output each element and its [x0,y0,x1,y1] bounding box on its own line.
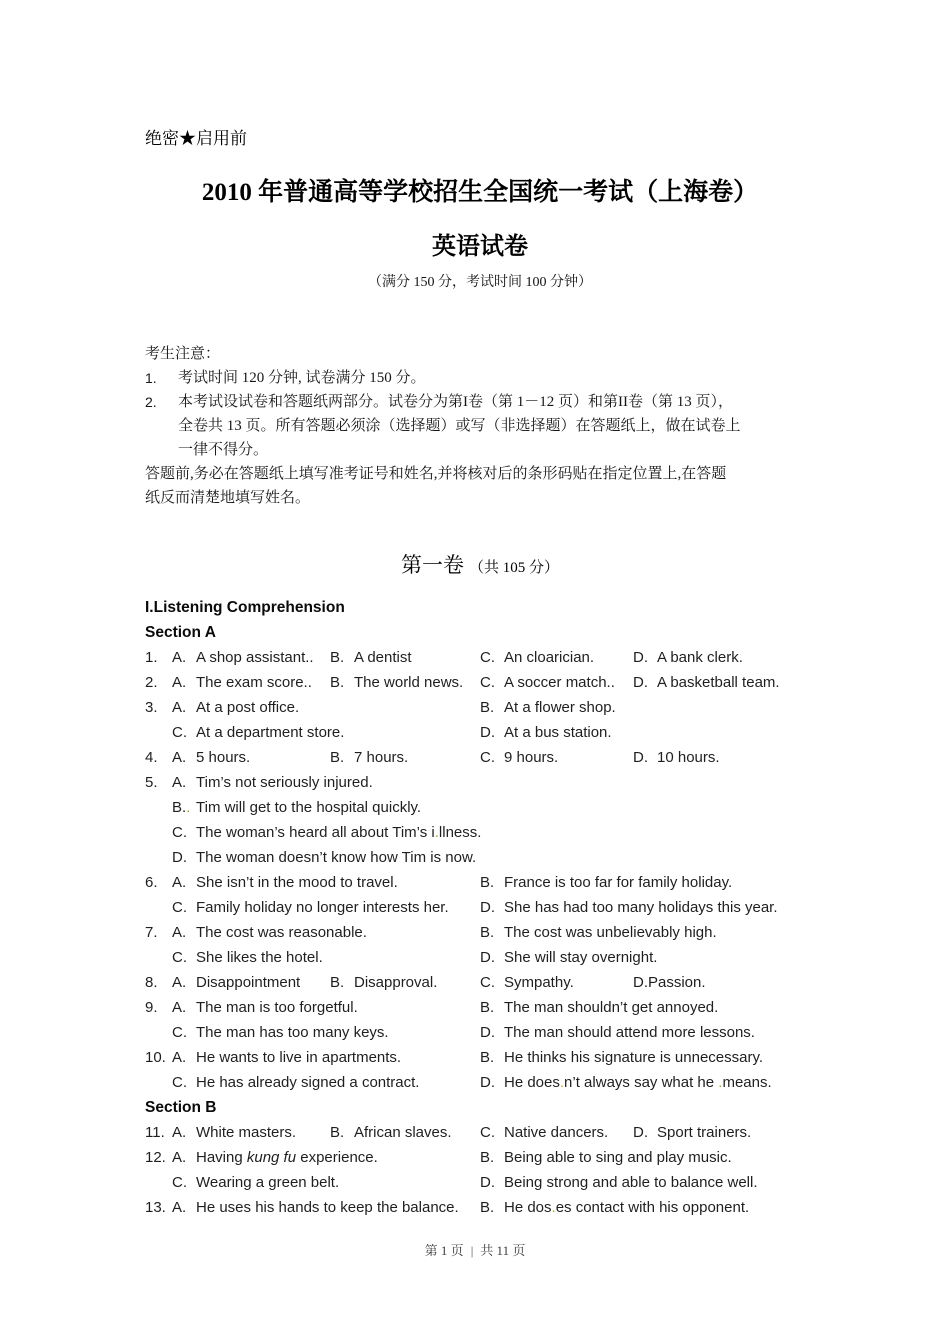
option-text: Native dancers. [504,1124,609,1141]
option-text: At a flower shop. [504,699,616,716]
option-label: D. [633,749,648,766]
question-row [145,695,815,720]
option-D [633,1120,815,1145]
question-number [145,1070,172,1095]
option-label: C. [480,1124,495,1141]
part-title-main: 第一卷 [400,553,464,577]
question-12 [145,1145,815,1195]
option-label: B. [480,1149,495,1166]
question-number [145,895,172,920]
option-text: 10 hours. [657,749,720,766]
option-text: The exam score.. [196,674,312,691]
question-number [145,720,172,745]
question-number [145,820,172,845]
option-A [172,1195,480,1220]
question-2 [145,670,815,695]
section-a-label: Section A [145,624,216,641]
option-text: Family holiday no longer interests her. [196,899,449,916]
question-number: 7. [145,924,158,941]
notice-paragraph-line: 纸反而清楚地填写姓名。 [145,490,311,506]
options-row [172,920,815,945]
question-row [145,1070,815,1095]
option-text [196,1149,378,1166]
options-row [172,995,815,1020]
option-label: A. [172,674,187,691]
option-text: 5 hours. [196,749,251,766]
options-row [172,970,815,995]
option-text: The man is too forgetful. [196,999,358,1016]
option-label: A. [172,924,187,941]
question-row [145,995,815,1020]
option-A [172,1145,480,1170]
option-label: B. [330,674,345,691]
option-C [172,1020,480,1045]
option-D [633,745,815,770]
options-row [172,720,815,745]
notice-item-text [178,390,815,462]
question-row [145,970,815,995]
option-text: At a department store. [196,724,345,741]
option-label: D. [480,949,495,966]
option-label: C. [480,674,495,691]
options-row [172,820,815,845]
option-B [330,1120,480,1145]
option-text: White masters. [196,1124,297,1141]
page-footer [0,1240,950,1259]
option-label: C. [480,649,495,666]
option-C [480,670,633,695]
option-text: The man shouldn’t get annoyed. [504,999,719,1016]
option-label: B. [330,749,345,766]
italic-text-segment: kung fu [246,1149,297,1166]
text-segment: He does [504,1074,560,1091]
option-D [633,645,815,670]
paper-title: 英语试卷 [432,234,528,260]
options-row [172,695,815,720]
question-number: 2. [145,674,158,691]
option-text: She has had too many holidays this year. [504,899,778,916]
option-A [172,995,480,1020]
option-label: A. [172,1199,187,1216]
text-segment: experience. [296,1149,378,1166]
exam-meta: （满分 150 分，考试时间 100 分钟） [368,275,592,290]
question-row [145,670,815,695]
question-row [145,1145,815,1170]
question-number: 3. [145,699,158,716]
exam-title: 2010 年普通高等学校招生全国统一考试（上海卷） [201,179,759,206]
footer-separator: | [470,1243,474,1258]
option-text: He has already signed a contract. [196,1074,420,1091]
option-B [480,995,815,1020]
option-label: D. [172,849,187,866]
notice-line: 一律不得分。 [178,442,269,458]
option-label: B.. [172,799,191,816]
stray-dot: . [718,1074,723,1091]
candidate-notice [145,342,815,510]
option-label: C. [172,724,187,741]
question-number: 5. [145,774,158,791]
question-9 [145,995,815,1045]
option-B [480,1145,815,1170]
stray-dot: . [559,1074,565,1091]
question-number: 11. [145,1124,165,1141]
option-B [480,1045,815,1070]
option-text: She isn’t in the mood to travel. [196,874,398,891]
option-label: D. [480,724,495,741]
question-number [145,795,172,820]
option-label: C. [172,1174,187,1191]
option-C [172,820,815,845]
text-segment: means. [722,1074,772,1091]
option-label: B. [480,699,495,716]
question-number: 13. [145,1199,166,1216]
option-text: Sport trainers. [657,1124,752,1141]
option-D [480,895,815,920]
option-A [172,870,480,895]
option-C [172,1070,480,1095]
option-label: A. [172,774,187,791]
option-text: A soccer match.. [504,674,615,691]
text-segment: He dos [504,1199,552,1216]
option-text: France is too far for family holiday. [504,874,733,891]
question-row [145,1170,815,1195]
option-C [480,970,633,995]
option-D [480,1070,815,1095]
notice-item [145,390,815,462]
option-C [480,645,633,670]
option-text: An cloarician. [504,649,595,666]
part-title-suffix: （共 105 分） [468,560,559,576]
option-text: Wearing a green belt. [196,1174,340,1191]
question-13 [145,1195,815,1220]
question-3 [145,695,815,745]
option-text: Being strong and able to balance well. [504,1174,758,1191]
option-B [330,745,480,770]
option-D [633,670,815,695]
question-10 [145,1045,815,1095]
text-segment: llness. [438,824,482,841]
question-row [145,870,815,895]
option-label: A. [172,749,187,766]
option-D [480,1020,815,1045]
notice-item-number: 1. [145,370,157,386]
option-text: She will stay overnight. [504,949,658,966]
option-C [172,720,480,745]
option-label: D. [480,1174,495,1191]
option-B [480,870,815,895]
option-label: B. [480,1049,495,1066]
option-label: D. [480,1024,495,1041]
option-D [480,1170,815,1195]
question-row [145,645,815,670]
notice-item-number: 2. [145,394,157,410]
option-B [480,1195,815,1220]
question-number [145,1170,172,1195]
option-C [480,1120,633,1145]
text-segment: es contact with his opponent. [555,1199,750,1216]
option-D [480,945,815,970]
option-text: The woman doesn’t know how Tim is now. [196,849,477,866]
option-text: At a bus station. [504,724,612,741]
options-row [172,645,815,670]
option-label: A. [172,874,187,891]
page-content [0,126,950,1220]
question-number: 8. [145,974,158,991]
option-text [504,1074,772,1091]
question-row [145,1195,815,1220]
options-row [172,945,815,970]
option-label: D. [633,674,648,691]
option-label: C. [172,1024,187,1041]
option-B [480,920,815,945]
question-number: 6. [145,874,158,891]
option-text: Tim will get to the hospital quickly. [196,799,422,816]
option-text: 9 hours. [504,749,559,766]
question-row [145,820,815,845]
notice-item [145,366,815,390]
options-row [172,745,815,770]
listening-comprehension [145,595,815,1220]
notice-paragraph [145,462,815,510]
question-6 [145,870,815,920]
notice-paragraph-line: 答题前,务必在答题纸上填写准考证号和姓名,并将核对后的条形码贴在指定位置上,在答题 [145,466,727,482]
option-A [172,770,815,795]
option-label: C. [172,949,187,966]
question-row [145,920,815,945]
option-text: Disapproval. [354,974,438,991]
option-text: A dentist [354,649,412,666]
option-text: A bank clerk. [657,649,743,666]
option-B [330,670,480,695]
option-label: D. [633,649,648,666]
option-label: A. [172,699,187,716]
option-text: D.Passion. [633,974,706,991]
question-1 [145,645,815,670]
question-row [145,795,815,820]
question-row [145,945,815,970]
option-text [196,824,481,841]
text-segment: The woman’s heard all about Tim’s i [196,824,435,841]
question-row [145,1020,815,1045]
options-row [172,770,815,795]
question-row [145,845,815,870]
options-row [172,1070,815,1095]
option-label: A. [172,1124,187,1141]
question-row [145,720,815,745]
option-label: D. [480,899,495,916]
option-A [172,1120,330,1145]
option-label: B. [330,974,345,991]
options-row [172,1045,815,1070]
option-label: B. [480,924,495,941]
option-label: C. [172,824,187,841]
question-row [145,770,815,795]
option-text: African slaves. [354,1124,452,1141]
part-title [145,552,815,581]
stray-dot: . [434,824,439,841]
option-text: He wants to live in apartments. [196,1049,402,1066]
option-label: A. [172,649,187,666]
classification-label: 绝密★启用前 [145,129,247,148]
option-A [172,645,330,670]
option-label: B. [480,1199,495,1216]
question-number [145,845,172,870]
notice-item-text [178,366,815,390]
option-text: The world news. [354,674,464,691]
option-label: C. [480,974,495,991]
option-label: A. [172,974,187,991]
option-text: A shop assistant.. [196,649,314,666]
option-text: The man should attend more lessons. [504,1024,755,1041]
option-text: A basketball team. [657,674,780,691]
option-label: C. [172,1074,187,1091]
option-text: The man has too many keys. [196,1024,389,1041]
options-row [172,795,815,820]
option-text: 7 hours. [354,749,409,766]
option-text: She likes the hotel. [196,949,323,966]
options-row [172,670,815,695]
option-text: Sympathy. [504,974,574,991]
option-C [172,895,480,920]
option-B [172,795,815,820]
option-text: He uses his hands to keep the balance. [196,1199,459,1216]
question-number: 1. [145,649,158,666]
text-segment: Having [196,1149,247,1166]
option-text: The cost was unbelievably high. [504,924,717,941]
total-pages: 共 11 页 [480,1243,526,1258]
questions-section-a [145,645,815,1095]
options-row [172,1020,815,1045]
option-text: At a post office. [196,699,300,716]
question-number: 12. [145,1149,166,1166]
option-D [480,720,815,745]
question-number: 10. [145,1049,166,1066]
option-A [172,970,330,995]
question-4 [145,745,815,770]
option-C [172,1170,480,1195]
question-number [145,945,172,970]
question-row [145,1120,815,1145]
option-A [172,695,480,720]
option-label: D. [633,1124,648,1141]
option [633,970,815,995]
text-segment: n’t always say what he [564,1074,719,1091]
option-label: A. [172,999,187,1016]
section-b-label: Section B [145,1099,217,1116]
stray-dot: . [551,1199,556,1216]
option-C [172,945,480,970]
option-text: Being able to sing and play music. [504,1149,732,1166]
option-B [480,695,815,720]
page-number: 第 1 页 [424,1243,464,1258]
option-label: B. [330,1124,345,1141]
notice-line: 本考试设试卷和答题纸两部分。试卷分为第I卷（第 1－12 页）和第II卷（第 13 页）， [178,394,733,410]
option-C [480,745,633,770]
options-row [172,1145,815,1170]
option-text: The cost was reasonable. [196,924,367,941]
notice-heading: 考生注意： [145,346,221,362]
option-label: B. [480,874,495,891]
notice-items [145,366,815,462]
stray-dot: . [186,799,191,816]
option-text: He thinks his signature is unnecessary. [504,1049,764,1066]
listening-heading: I.Listening Comprehension [145,599,345,616]
question-8 [145,970,815,995]
option-text: Tim’s not seriously injured. [196,774,373,791]
option-label: A. [172,1149,187,1166]
option-text: Disappointment [196,974,301,991]
question-7 [145,920,815,970]
option-A [172,670,330,695]
option-A [172,745,330,770]
option-label: C. [172,899,187,916]
question-row [145,745,815,770]
option-A [172,920,480,945]
question-number [145,1020,172,1045]
option-label: A. [172,1049,187,1066]
option-text [504,1199,749,1216]
option-label: B. [480,999,495,1016]
options-row [172,870,815,895]
question-11 [145,1120,815,1145]
option-A [172,1045,480,1070]
options-row [172,895,815,920]
option-B [330,970,480,995]
option-label: D. [480,1074,495,1091]
option-label: B. [330,649,345,666]
question-5 [145,770,815,870]
questions-section-b [145,1120,815,1220]
options-row [172,1195,815,1220]
options-row [172,1170,815,1195]
notice-line: 考试时间 120 分钟, 试卷满分 150 分。 [178,370,426,386]
question-row [145,895,815,920]
question-number: 9. [145,999,158,1016]
options-row [172,845,815,870]
notice-line: 全卷共 13 页。所有答题必须涂（选择题）或写（非选择题）在答题纸上，做在试卷上 [178,418,741,434]
option-label: C. [480,749,495,766]
option-B [330,645,480,670]
question-row [145,1045,815,1070]
options-row [172,1120,815,1145]
option-D [172,845,815,870]
question-number: 4. [145,749,158,766]
